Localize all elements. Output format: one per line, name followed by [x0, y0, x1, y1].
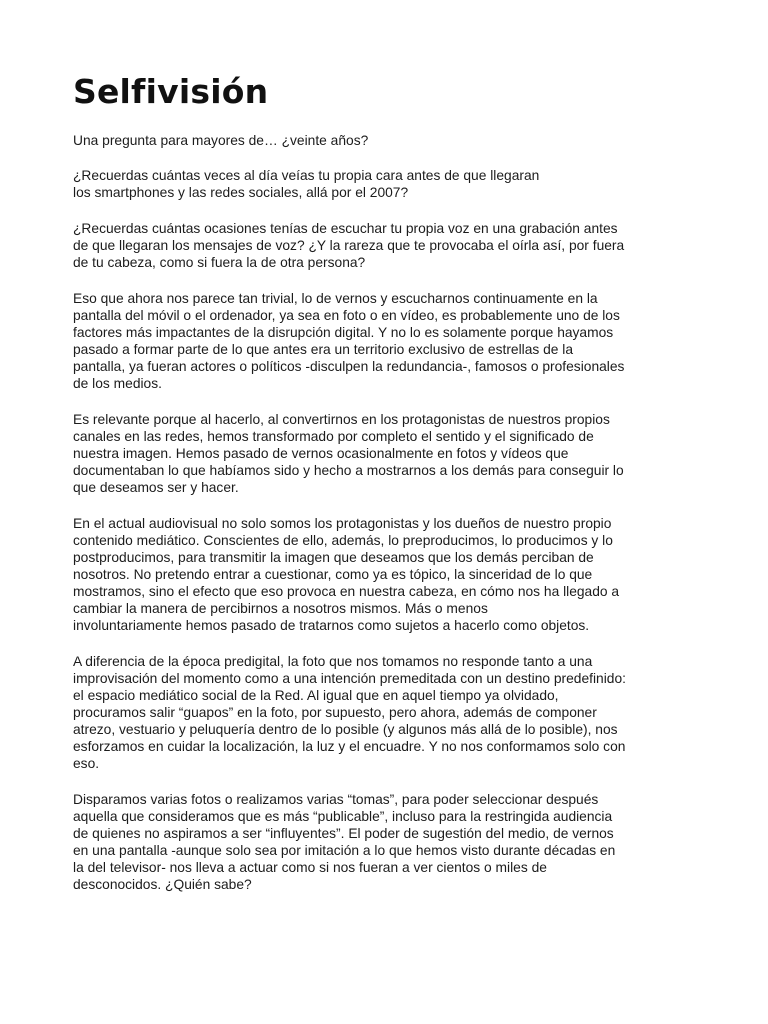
paragraph-voice: ¿Recuerdas cuántas ocasiones tenías de escuchar tu propia voz en una grabación antes de que llegaran los mensajes de voz? ¿Y la rareza que te provocaba el oírla así, por fuera de tu cabeza, como si fuera la de otra persona? — [73, 221, 625, 270]
article — [73, 72, 695, 912]
article-title: Selfivisión — [73, 72, 269, 111]
paragraph-audiovisual: En el actual audiovisual no solo somos los protagonistas y los dueños de nuestro propio contenido mediático. Conscientes de ello, además, lo preproducimos, lo producimos y lo postproducimos, para transmitir la imagen que deseamos que los demás perciban de nosotros. No pretendo entrar a cuestionar, como ya es tópico, la sinceridad de lo que mostramos, sino el efecto que eso provoca en nuestra cabeza, en cómo nos ha llegado a cambiar la manera de percibirnos a nosotros mismos. Más o menos involuntariamente hemos pasado de tratarnos como sujetos a hacerlo como objetos. — [73, 516, 620, 633]
paragraph-trivial: Eso que ahora nos parece tan trivial, lo de vernos y escucharnos continuamente en la pantalla del móvil o el ordenador, ya sea en foto o en vídeo, es probablemente uno de los factores más impactantes de la disrupción digital. Y no lo es solamente porque hayamos pasado a formar parte de lo que antes era un territorio exclusivo de estrellas de la pantalla, ya fueran actores o políticos -disculpen la redundancia-, famosos o profesionales de los medios. — [73, 291, 625, 391]
paragraph-intro: Una pregunta para mayores de… ¿veinte años? — [73, 133, 369, 148]
paragraph-predigital: A diferencia de la época predigital, la foto que nos tomamos no responde tanto a una improvisación del momento como a una intención premeditada con un destino predefinido: el espacio mediático social de la Red. Al igual que en aquel tiempo ya olvidado, procuramos salir “guapos” en la foto, por supuesto, pero ahora, además de componer atrezo, vestuario y peluquería dentro de lo posible (y algunos más allá de lo posible), nos esforzamos en cuidar la localización, la luz y el encuadre. Y no nos conformamos solo con eso. — [73, 654, 626, 771]
paragraph-relevance: Es relevante porque al hacerlo, al convertirnos en los protagonistas de nuestros propios canales en las redes, hemos transformado por completo el sentido y el significado de nuestra imagen. Hemos pasado de vernos ocasionalmente en fotos y vídeos que documentaban lo que habíamos sido y hecho a mostrarnos a los demás para conseguir lo que deseamos ser y hacer. — [73, 412, 624, 495]
paragraph-takes: Disparamos varias fotos o realizamos varias “tomas”, para poder seleccionar después aquella que consideramos que es más “publicable”, incluso para la restringida audiencia de quienes no aspiramos a ser “influyentes”. El poder de sugestión del medio, de vernos en una pantalla -aunque solo sea por imitación a lo que hemos visto durante décadas en la del televisor- nos lleva a actuar como si nos fueran a ver cientos o miles de desconocidos. ¿Quién sabe? — [73, 792, 616, 892]
paragraph-faces: ¿Recuerdas cuántas veces al día veías tu propia cara antes de que llegaran los smartphones y las redes sociales, allá por el 2007? — [73, 168, 540, 200]
